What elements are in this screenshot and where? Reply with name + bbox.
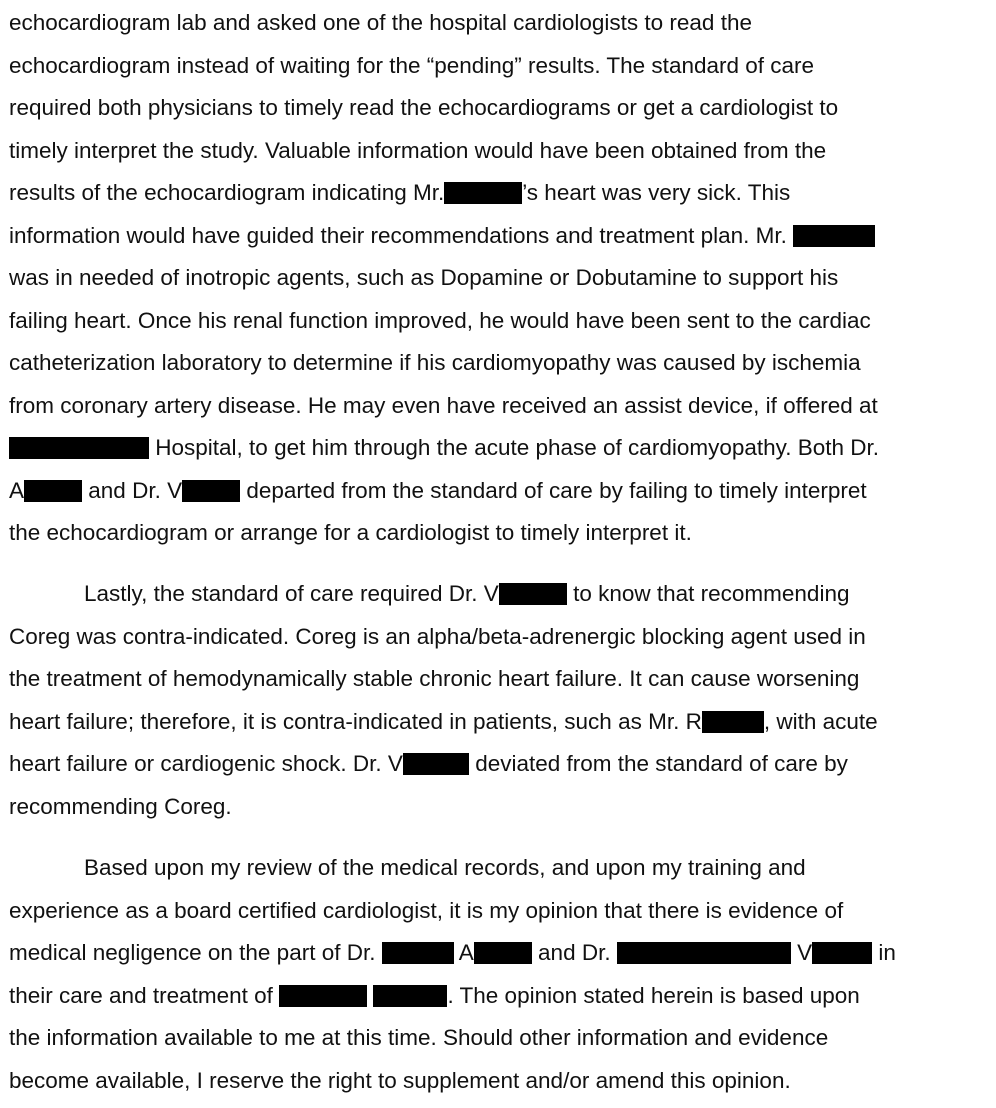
- text-run: failing heart. Once his renal function improved, he would have been sent to the cardiac: [9, 308, 871, 333]
- redaction-bar: [499, 583, 567, 605]
- text-run: become available, I reserve the right to supplement and/or amend this opinion.: [9, 1068, 791, 1093]
- text-run: A: [9, 478, 25, 503]
- text-run: Coreg was contra-indicated. Coreg is an alpha/beta-adrenergic blocking agent used in: [9, 624, 866, 649]
- text-run: V: [797, 940, 813, 965]
- text-line: [9, 616, 866, 659]
- redaction-bar: [373, 985, 447, 1007]
- redaction-bar: [9, 437, 149, 459]
- text-run: information would have guided their recommendations and treatment plan. Mr.: [9, 223, 787, 248]
- text-run: recommending Coreg.: [9, 794, 232, 819]
- text-line: [9, 130, 826, 173]
- text-run: in: [878, 940, 896, 965]
- text-run: the echocardiogram or arrange for a cardiologist to timely interpret it.: [9, 520, 692, 545]
- text-line: [9, 786, 232, 829]
- text-run: was in needed of inotropic agents, such as Dopamine or Dobutamine to support his: [9, 265, 839, 290]
- text-line: [9, 743, 848, 786]
- text-run: . The opinion stated herein is based upon: [447, 983, 860, 1008]
- text-line: [9, 215, 875, 258]
- text-line: [9, 257, 838, 300]
- redaction-bar: [279, 985, 367, 1007]
- redaction-bar: [382, 942, 454, 964]
- text-line: [9, 1017, 828, 1060]
- text-run: heart failure; therefore, it is contra-indicated in patients, such as Mr. R: [9, 709, 702, 734]
- text-line: [9, 45, 814, 88]
- text-run: Lastly, the standard of care required Dr. V: [84, 581, 499, 606]
- text-run: catheterization laboratory to determine if his cardiomyopathy was caused by ischemia: [9, 350, 861, 375]
- text-run: deviated from the standard of care by: [475, 751, 848, 776]
- text-run: medical negligence on the part of Dr.: [9, 940, 376, 965]
- text-run: ’s heart was very sick. This: [522, 180, 791, 205]
- text-run: , with acute: [763, 709, 878, 734]
- text-run: and Dr.: [538, 940, 611, 965]
- redaction-bar: [444, 182, 522, 204]
- text-line: [9, 87, 838, 130]
- text-line: [9, 658, 859, 701]
- text-run: departed from the standard of care by failing to timely interpret: [246, 478, 867, 503]
- text-line: [9, 2, 752, 45]
- redaction-bar: [702, 711, 764, 733]
- text-line: [84, 573, 849, 616]
- text-line: [9, 932, 896, 975]
- text-run: Hospital, to get him through the acute phase of cardiomyopathy. Both Dr.: [155, 435, 880, 460]
- text-run: A: [458, 940, 474, 965]
- text-run: the treatment of hemodynamically stable chronic heart failure. It can cause worsening: [9, 666, 860, 691]
- text-line: [9, 427, 879, 470]
- text-run: Based upon my review of the medical records, and upon my training and: [84, 855, 806, 880]
- text-run: their care and treatment of: [9, 983, 273, 1008]
- text-line: [9, 385, 878, 428]
- redaction-bar: [182, 480, 240, 502]
- text-line: [9, 172, 790, 215]
- text-line: [9, 1060, 791, 1103]
- redaction-bar: [24, 480, 82, 502]
- text-run: the information available to me at this time. Should other information and evidence: [9, 1025, 829, 1050]
- text-line: [9, 300, 871, 343]
- text-run: heart failure or cardiogenic shock. Dr. V: [9, 751, 403, 776]
- redaction-bar: [617, 942, 791, 964]
- text-line: [9, 470, 867, 513]
- text-run: echocardiogram instead of waiting for the “pending” results. The standard of care: [9, 53, 815, 78]
- text-run: timely interpret the study. Valuable information would have been obtained from the: [9, 138, 827, 163]
- text-run: required both physicians to timely read the echocardiograms or get a cardiologist to: [9, 95, 839, 120]
- text-line: [9, 975, 860, 1018]
- redaction-bar: [474, 942, 532, 964]
- text-run: from coronary artery disease. He may even have received an assist device, if offered at: [9, 393, 878, 418]
- redaction-bar: [812, 942, 872, 964]
- text-line: [9, 342, 861, 385]
- text-line: [9, 890, 843, 933]
- redaction-bar: [403, 753, 469, 775]
- text-line: [84, 847, 806, 890]
- text-run: results of the echocardiogram indicating Mr.: [9, 180, 445, 205]
- text-run: to know that recommending: [573, 581, 850, 606]
- text-line: [9, 512, 692, 555]
- text-run: experience as a board certified cardiologist, it is my opinion that there is evidence of: [9, 898, 844, 923]
- text-run: and Dr. V: [88, 478, 183, 503]
- text-run: echocardiogram lab and asked one of the hospital cardiologists to read the: [9, 10, 752, 35]
- text-line: [9, 701, 878, 744]
- redaction-bar: [793, 225, 875, 247]
